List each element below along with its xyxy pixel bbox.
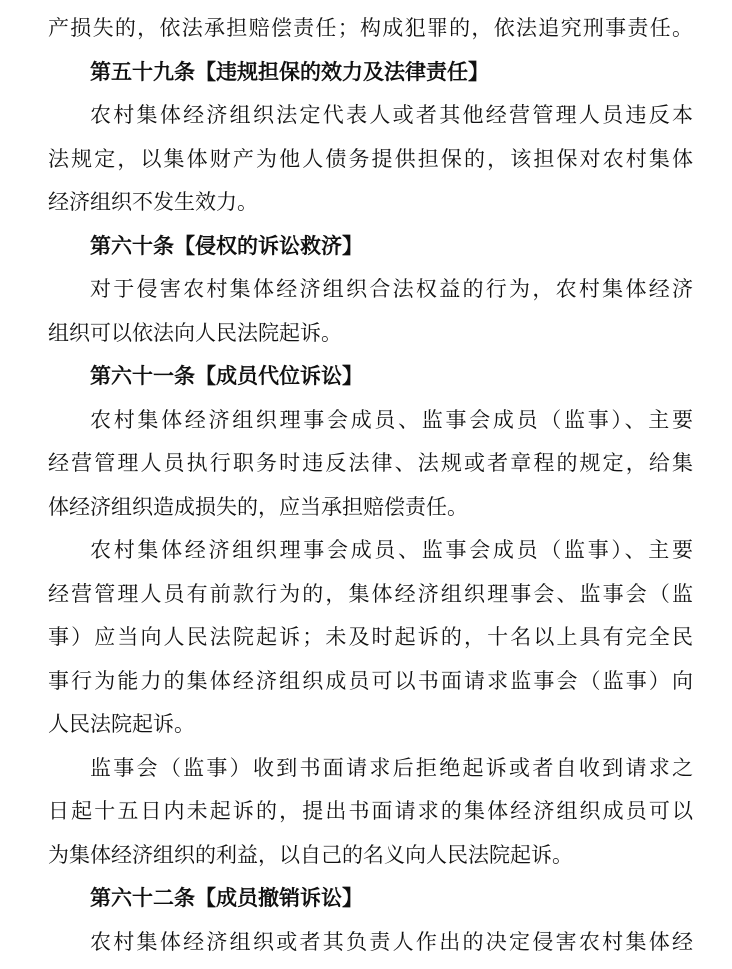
text-line: 为集体经济组织的利益，以自己的名义向人民法院起诉。: [48, 843, 573, 867]
text-line: 农村集体经济组织或者其负责人作出的决定侵害农村集体经: [90, 930, 693, 954]
text-line: 对于侵害农村集体经济组织合法权益的行为，农村集体经济: [90, 277, 693, 301]
text-line: 农村集体经济组织理事会成员、监事会成员（监事）、主要: [90, 408, 693, 432]
text-line: 事行为能力的集体经济组织成员可以书面请求监事会（监事）向: [48, 669, 693, 693]
text-line: 经济组织不发生效力。: [48, 190, 258, 214]
text-line: 法规定，以集体财产为他人债务提供担保的，该担保对农村集体: [48, 147, 693, 171]
article-heading: 第五十九条【违规担保的效力及法律责任】: [90, 60, 489, 84]
article-heading: 第六十二条【成员撤销诉讼】: [90, 886, 363, 910]
text-line: 经营管理人员执行职务时违反法律、法规或者章程的规定，给集: [48, 451, 693, 475]
text-line: 事）应当向人民法院起诉；未及时起诉的，十名以上具有完全民: [48, 625, 693, 649]
text-line: 产损失的，依法承担赔偿责任；构成犯罪的，依法追究刑事责任。: [48, 16, 693, 40]
text-line: 人民法院起诉。: [48, 712, 195, 736]
text-line: 农村集体经济组织理事会成员、监事会成员（监事）、主要: [90, 538, 693, 562]
text-line: 农村集体经济组织法定代表人或者其他经营管理人员违反本: [90, 103, 693, 127]
text-line: 日起十五日内未起诉的，提出书面请求的集体经济组织成员可以: [48, 799, 693, 823]
article-heading: 第六十条【侵权的诉讼救济】: [90, 234, 363, 258]
text-line: 经营管理人员有前款行为的，集体经济组织理事会、监事会（监: [48, 582, 693, 606]
article-heading: 第六十一条【成员代位诉讼】: [90, 364, 363, 388]
text-line: 体经济组织造成损失的，应当承担赔偿责任。: [48, 495, 468, 519]
text-line: 监事会（监事）收到书面请求后拒绝起诉或者自收到请求之: [90, 756, 693, 780]
text-line: 组织可以依法向人民法院起诉。: [48, 321, 342, 345]
